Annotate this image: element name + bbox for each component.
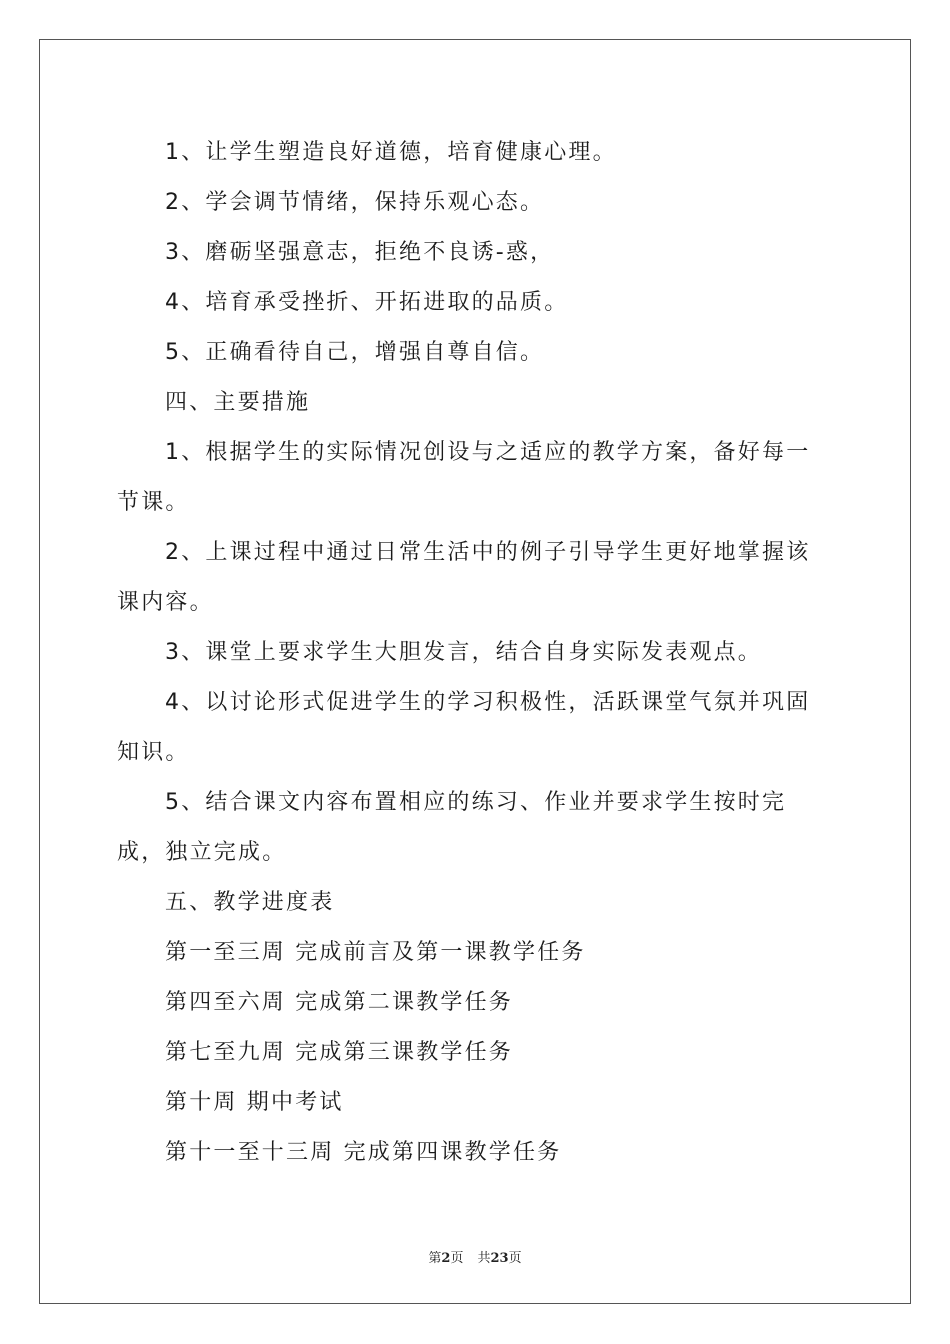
paragraph: 4、培育承受挫折、开拓进取的品质。 [165, 290, 569, 315]
total-pages: 23 [490, 1251, 509, 1266]
page-number: 2 [441, 1251, 451, 1266]
page-suffix: 页 [450, 1251, 464, 1266]
paragraph: 1、让学生塑造良好道德，培育健康心理。 [165, 140, 617, 165]
section-heading: 五、教学进度表 [165, 890, 335, 915]
paragraph: 5、正确看待自己，增强自尊自信。 [165, 340, 545, 365]
paragraph: 2、学会调节情绪，保持乐观心态。 [165, 190, 545, 215]
paragraph: 3、课堂上要求学生大胆发言，结合自身实际发表观点。 [165, 640, 762, 665]
schedule-item: 第七至九周 完成第三课教学任务 [165, 1040, 513, 1065]
paragraph: 3、磨砺坚强意志，拒绝不良诱-惑， [165, 240, 555, 265]
total-suffix: 页 [508, 1251, 522, 1266]
paragraph: 5、结合课文内容布置相应的练习、作业并要求学生按时完成，独立完成。 [117, 790, 787, 865]
schedule-item: 第十一至十三周 完成第四课教学任务 [165, 1140, 562, 1165]
page-prefix: 第 [428, 1251, 442, 1266]
section-heading: 四、主要措施 [165, 390, 311, 415]
total-prefix: 共 [477, 1251, 491, 1266]
schedule-item: 第四至六周 完成第二课教学任务 [165, 990, 513, 1015]
paragraph: 2、上课过程中通过日常生活中的例子引导学生更好地掌握该课内容。 [117, 540, 811, 615]
document-body [117, 128, 833, 1178]
paragraph: 4、以讨论形式促进学生的学习积极性，活跃课堂气氛并巩固知识。 [117, 690, 811, 765]
schedule-item: 第一至三周 完成前言及第一课教学任务 [165, 940, 586, 965]
page-footer [0, 1247, 950, 1266]
schedule-item: 第十周 期中考试 [165, 1090, 344, 1115]
paragraph: 1、根据学生的实际情况创设与之适应的教学方案，备好每一节课。 [117, 440, 811, 515]
